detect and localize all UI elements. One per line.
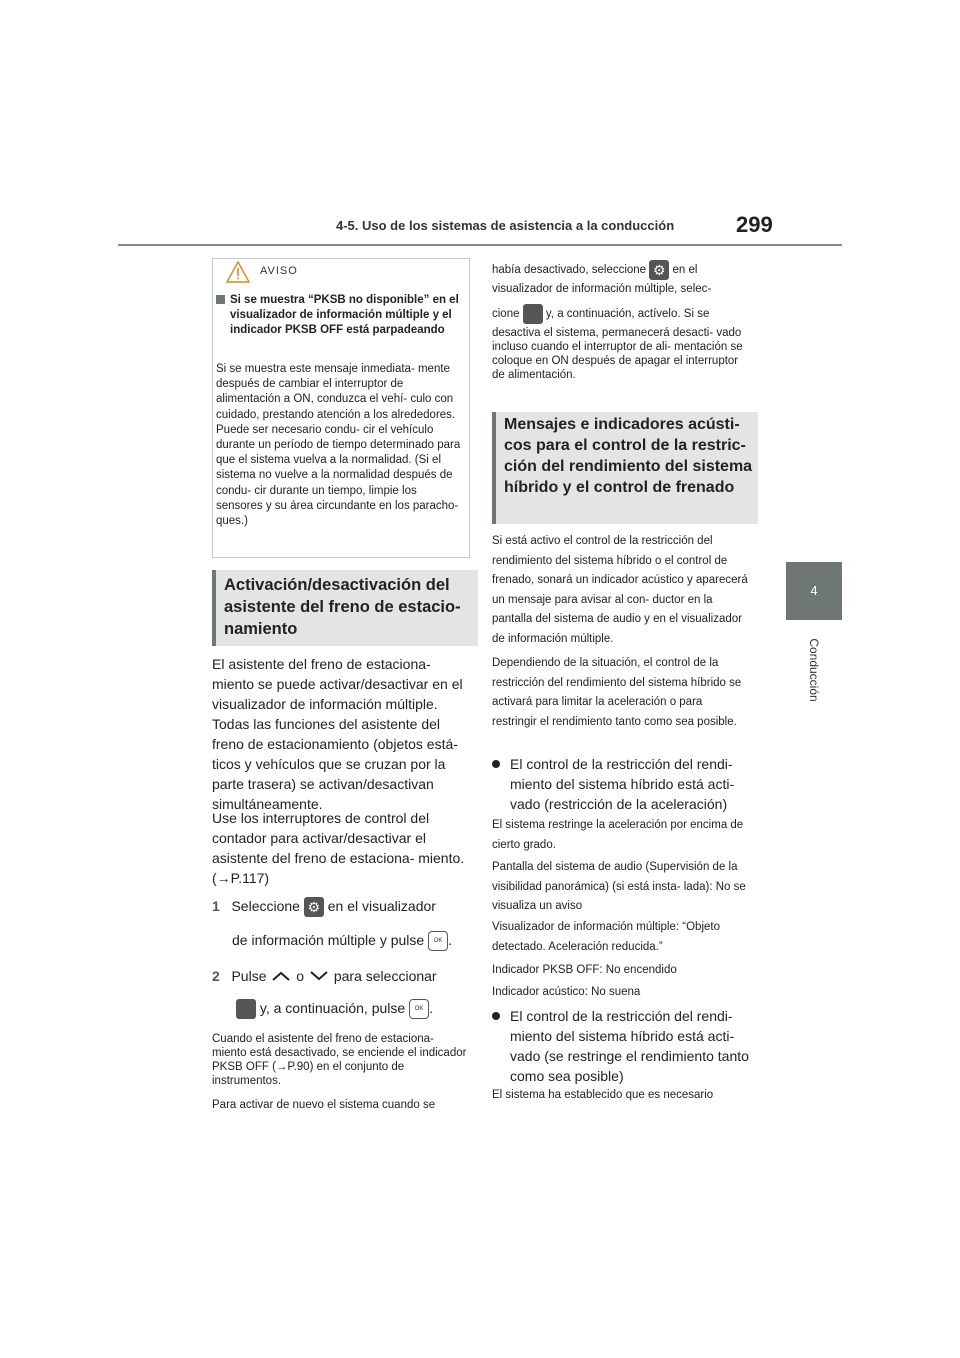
b1-line-4: Indicador PKSB OFF: No encendido — [492, 964, 677, 976]
running-header-title: 4-5. Uso de los sistemas de asistencia a la conducción — [336, 218, 675, 233]
continuation-rest: desactiva el sistema, permanecerá desacti- vado incluso cuando el interruptor de ali- mentación se coloque en ON después de apagar el interruptor de alimentación. — [492, 327, 743, 381]
paragraph-intro: El asistente del freno de estaciona- miento se puede activar/desactivar en el visualizador de información múltiple. Todas las funciones del asistente del freno de estacionamiento (objetos está- ticos y vehículos que se cruzan por la parte trasera) se activan/desactivan simultáneamente. — [212, 656, 463, 812]
page-number: 299 — [736, 212, 773, 237]
step-1-text-c: de información múltiple y pulse — [232, 932, 425, 948]
cont-text-b: en el — [672, 264, 698, 277]
chapter-tab-label-text: Conducción — [807, 638, 821, 702]
b2-line-1: El sistema ha establecido que es necesario — [492, 1089, 714, 1101]
warning-subtitle-text: Si se muestra “PKSB no disponible” en el visualizador de información múltiple y el indicador PKSB OFF está parpadeando — [230, 294, 459, 336]
step-1 — [212, 896, 470, 917]
section-heading-parking-brake — [212, 570, 478, 646]
note-reactivate: Para activar de nuevo el sistema cuando se — [212, 1099, 436, 1111]
chapter-tab-number: 4 — [786, 562, 842, 620]
chapter-tab-label — [764, 610, 864, 730]
bullet-dot-icon — [492, 1012, 500, 1020]
cont-text-e: y, a continuación, actívelo. Si se — [545, 308, 710, 321]
parking-brake-assist-icon — [236, 999, 256, 1019]
settings-gear-icon: ⚙ — [304, 897, 324, 917]
square-bullet-icon — [216, 295, 225, 304]
b1-line-3: Visualizador de información múltiple: “Objeto detectado. Aceleración reducida.” — [492, 921, 720, 953]
paragraph-depending: Dependiendo de la situación, el control de la restricción del rendimiento del sistema híbrido se activará para limitar la aceleración o para restringir el rendimiento tanto como sea posible. — [492, 657, 742, 728]
bullet-item-2 — [492, 1006, 750, 1086]
warning-body: Si se muestra este mensaje inmediata- mente después de cambiar el interruptor de alimentación a ON, conduzca el vehí- culo con cuidado, prestando atención a los alrededores. Puede ser necesario condu- cir el vehículo durante un período de tiempo determinado para que el sistema vuelva a la normalidad. (Si el sistema no vuelve a la normalidad después de condu- cir durante un tiempo, limpie los sensores y su área circundante en los paracho- ques.) — [216, 363, 461, 528]
step-2-text-b: para seleccionar — [333, 968, 437, 984]
step-1-text-a: Seleccione — [231, 898, 300, 914]
b1-line-1: El sistema restringe la aceleración por encima de cierto grado. — [492, 819, 744, 851]
continuation-line-1 — [492, 260, 752, 281]
chevron-down-icon — [308, 967, 330, 987]
ok-button-icon: OK — [409, 999, 429, 1019]
continuation-line-2: visualizador de información múltiple, selec- — [492, 283, 712, 295]
step-2-cont — [236, 998, 472, 1019]
step-1-text-b: en el visualizador — [327, 898, 436, 914]
paragraph-switches: Use los interruptores de control del contador para activar/desactivar el asistente del freno de estaciona- miento. (→P.117) — [212, 810, 465, 886]
cont-text-d: cione — [492, 308, 520, 321]
settings-gear-icon: ⚙ — [649, 260, 669, 280]
step-2-or: o — [296, 968, 305, 984]
bullet-item-1 — [492, 754, 750, 814]
note-pksb-off: Cuando el asistente del freno de estaciona- miento está desactivado, se enciende el indicador PKSB OFF (→P.90) en el conjunto de instrumentos. — [212, 1033, 467, 1087]
chevron-up-icon — [270, 967, 292, 987]
step-1-cont — [232, 930, 472, 951]
continuation-line-3 — [492, 304, 752, 325]
paragraph-active-control: Si está activo el control de la restricción del rendimiento del sistema híbrido o el control de frenado, sonará un indicador acústico y aparecerá un mensaje para avisar al con- ductor en la pantalla del sistema de audio y en el visualizador de información múltiple. — [492, 535, 748, 645]
section-heading-2-text: Mensajes e indicadores acústi- cos para el control de la restric- ción del rendimiento del sistema híbrido y el control de frenado — [504, 416, 753, 496]
step-2-number: 2 — [212, 968, 220, 984]
warning-subtitle — [216, 293, 462, 338]
step-1-end: . — [448, 932, 452, 948]
b1-line-2: Pantalla del sistema de audio (Supervisión de la visibilidad panorámica) (si está insta- lada): No se visualiza un aviso — [492, 861, 746, 912]
section-heading-messages — [492, 412, 758, 524]
b1-line-5: Indicador acústico: No suena — [492, 986, 641, 998]
bullet-1-text: El control de la restricción del rendi- miento del sistema híbrido está acti- vado (restricción de la aceleración) — [510, 756, 735, 812]
ok-button-icon: OK — [428, 931, 448, 951]
bullet-2-text: El control de la restricción del rendi- miento del sistema híbrido está acti- vado (se restringe el rendimiento tanto como sea posible) — [510, 1008, 749, 1084]
parking-brake-assist-icon — [523, 304, 543, 324]
section-heading-text: Activación/desactivación del asistente del freno de estacio- namiento — [224, 576, 461, 638]
cont-text-a: había desactivado, seleccione — [492, 264, 647, 277]
header-rule — [118, 244, 842, 246]
step-2-end: . — [429, 1000, 433, 1016]
step-1-number: 1 — [212, 898, 220, 914]
step-2-text-a: Pulse — [231, 968, 267, 984]
warning-header — [212, 258, 470, 286]
step-2-text-c: y, a continuación, pulse — [259, 1000, 406, 1016]
warning-title: AVISO — [260, 265, 298, 277]
warning-triangle-icon — [226, 261, 250, 288]
bullet-dot-icon — [492, 760, 500, 768]
step-2 — [212, 966, 470, 987]
